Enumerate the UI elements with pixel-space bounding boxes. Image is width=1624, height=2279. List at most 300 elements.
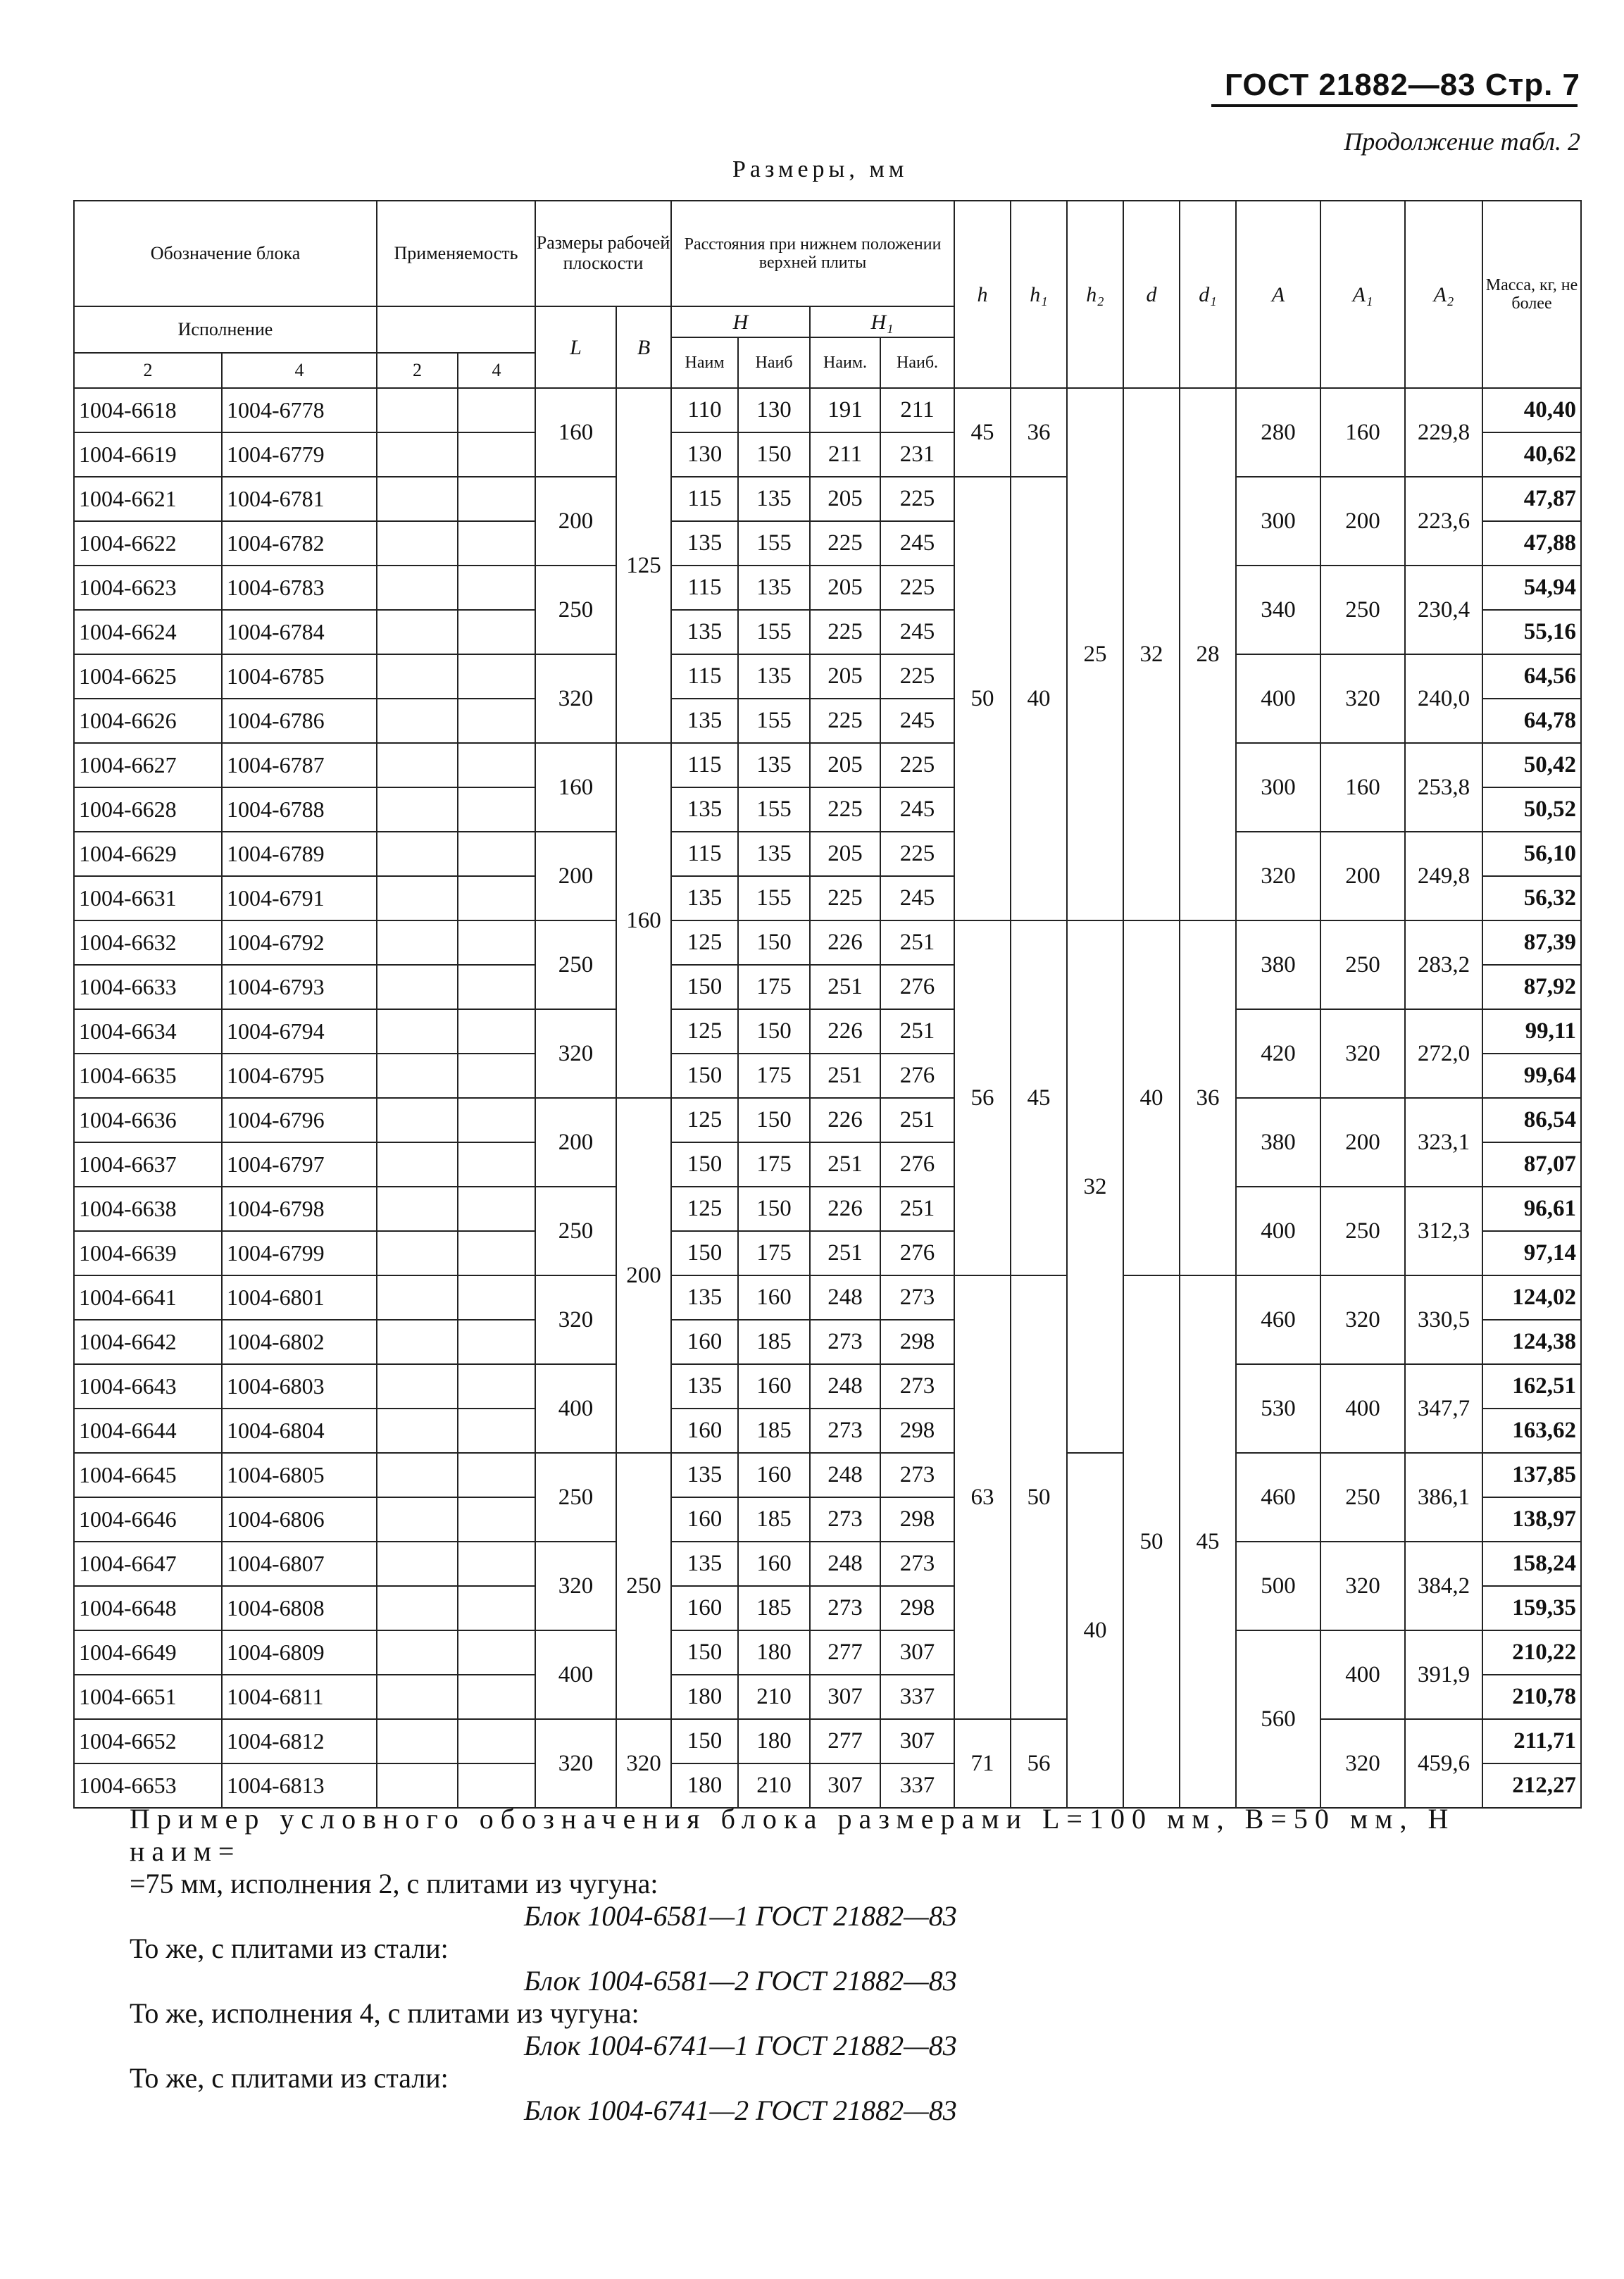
cell-a1: 320 — [1320, 1542, 1405, 1630]
cell-h-min: 135 — [671, 699, 738, 743]
cell-a1: 320 — [1320, 1275, 1405, 1364]
cell-h1-max: 276 — [880, 1231, 954, 1275]
cell-h1: 45 — [1011, 920, 1067, 1275]
cell-h-max: 155 — [738, 521, 810, 566]
cell-a2: 330,5 — [1405, 1275, 1482, 1364]
cell-h-min: 150 — [671, 965, 738, 1009]
cell-ap2 — [377, 610, 458, 654]
cell-ap4 — [458, 1187, 535, 1231]
table-row — [74, 1542, 1581, 1586]
cell-c4: 1004-6813 — [222, 1763, 377, 1808]
cell-a2: 391,9 — [1405, 1630, 1482, 1719]
cell-h1-max: 307 — [880, 1719, 954, 1763]
example-same-exec4: То же, исполнения 4, с плитами из чугуна: — [130, 1997, 639, 2029]
H-min-header: Наим — [671, 337, 738, 388]
cell-h1-max: 273 — [880, 1453, 954, 1497]
cell-h2: 32 — [1067, 920, 1123, 1453]
d-header: d — [1123, 201, 1180, 388]
H1-max-header: Наиб. — [880, 337, 954, 388]
cell-h1-max: 251 — [880, 920, 954, 965]
cell-mass: 54,94 — [1482, 566, 1581, 610]
cell-mass: 64,56 — [1482, 654, 1581, 699]
cell-h1-max: 337 — [880, 1675, 954, 1719]
app-exec2-header: 2 — [377, 353, 458, 388]
cell-c2: 1004-6647 — [74, 1542, 222, 1586]
cell-h1: 40 — [1011, 477, 1067, 920]
cell-c2: 1004-6651 — [74, 1675, 222, 1719]
cell-a1: 250 — [1320, 1453, 1405, 1542]
cell-ap4 — [458, 1453, 535, 1497]
cell-h: 71 — [954, 1719, 1011, 1808]
cell-c4: 1004-6781 — [222, 477, 377, 521]
cell-c2: 1004-6619 — [74, 432, 222, 477]
cell-h1-max: 273 — [880, 1275, 954, 1320]
cell-ap2 — [377, 1497, 458, 1542]
cell-h1-max: 225 — [880, 832, 954, 876]
A2-header: A₂ — [1405, 201, 1482, 388]
example-block — [130, 1803, 1552, 2127]
cell-c4: 1004-6802 — [222, 1320, 377, 1364]
cell-a: 280 — [1236, 388, 1320, 477]
cell-l: 250 — [535, 920, 616, 1009]
cell-a1: 200 — [1320, 477, 1405, 566]
cell-l: 250 — [535, 1453, 616, 1542]
cell-h-max: 155 — [738, 787, 810, 832]
cell-mass: 137,85 — [1482, 1453, 1581, 1497]
cell-mass: 55,16 — [1482, 610, 1581, 654]
cell-d1: 28 — [1180, 388, 1236, 920]
cell-a1: 250 — [1320, 566, 1405, 654]
cell-ap4 — [458, 654, 535, 699]
cell-ap4 — [458, 1142, 535, 1187]
cell-h1: 56 — [1011, 1719, 1067, 1808]
cell-h1-min: 225 — [810, 521, 880, 566]
cell-ap2 — [377, 787, 458, 832]
cell-c4: 1004-6793 — [222, 965, 377, 1009]
cell-c4: 1004-6796 — [222, 1098, 377, 1142]
cell-ap4 — [458, 432, 535, 477]
cell-h-min: 135 — [671, 876, 738, 920]
cell-c4: 1004-6786 — [222, 699, 377, 743]
cell-ap4 — [458, 876, 535, 920]
cell-a1: 160 — [1320, 388, 1405, 477]
cell-ap2 — [377, 1364, 458, 1409]
cell-c2: 1004-6649 — [74, 1630, 222, 1675]
cell-b: 250 — [616, 1453, 671, 1719]
cell-a2: 229,8 — [1405, 388, 1482, 477]
cell-ap4 — [458, 1675, 535, 1719]
cell-h-max: 150 — [738, 1187, 810, 1231]
cell-l: 400 — [535, 1630, 616, 1719]
cell-mass: 124,02 — [1482, 1275, 1581, 1320]
cell-a2: 230,4 — [1405, 566, 1482, 654]
cell-h1-min: 273 — [810, 1586, 880, 1630]
cell-mass: 210,78 — [1482, 1675, 1581, 1719]
cell-h2: 25 — [1067, 388, 1123, 920]
cell-d1: 36 — [1180, 920, 1236, 1275]
L-header: L — [535, 306, 616, 388]
cell-h1-max: 211 — [880, 388, 954, 432]
cell-b: 200 — [616, 1098, 671, 1453]
cell-a: 460 — [1236, 1275, 1320, 1364]
distances-header: Расстояния при нижнем положении верхней плиты — [671, 201, 954, 306]
cell-mass: 210,22 — [1482, 1630, 1581, 1675]
cell-h-min: 125 — [671, 1098, 738, 1142]
cell-h-min: 135 — [671, 1364, 738, 1409]
cell-ap4 — [458, 1409, 535, 1453]
cell-ap4 — [458, 1630, 535, 1675]
cell-h1-max: 298 — [880, 1497, 954, 1542]
cell-h: 63 — [954, 1275, 1011, 1719]
cell-c4: 1004-6783 — [222, 566, 377, 610]
cell-ap2 — [377, 654, 458, 699]
cell-l: 200 — [535, 477, 616, 566]
h1-header: h₁ — [1011, 201, 1067, 388]
table-row — [74, 566, 1581, 610]
cell-ap2 — [377, 1187, 458, 1231]
cell-mass: 50,42 — [1482, 743, 1581, 787]
cell-a1: 400 — [1320, 1630, 1405, 1719]
cell-a2: 283,2 — [1405, 920, 1482, 1009]
cell-a: 380 — [1236, 1098, 1320, 1187]
cell-c4: 1004-6794 — [222, 1009, 377, 1054]
B-header: B — [616, 306, 671, 388]
cell-c4: 1004-6791 — [222, 876, 377, 920]
cell-a1: 200 — [1320, 1098, 1405, 1187]
cell-c2: 1004-6652 — [74, 1719, 222, 1763]
cell-h1-max: 276 — [880, 965, 954, 1009]
cell-c4: 1004-6801 — [222, 1275, 377, 1320]
cell-h1-max: 273 — [880, 1364, 954, 1409]
cell-c4: 1004-6799 — [222, 1231, 377, 1275]
cell-c2: 1004-6643 — [74, 1364, 222, 1409]
cell-h-max: 180 — [738, 1630, 810, 1675]
cell-c2: 1004-6638 — [74, 1187, 222, 1231]
cell-h-min: 180 — [671, 1763, 738, 1808]
cell-c2: 1004-6618 — [74, 388, 222, 432]
cell-l: 160 — [535, 743, 616, 832]
cell-a1: 250 — [1320, 920, 1405, 1009]
cell-h-min: 180 — [671, 1675, 738, 1719]
cell-h1-max: 245 — [880, 787, 954, 832]
H-max-header: Наиб — [738, 337, 810, 388]
cell-ap4 — [458, 388, 535, 432]
cell-c2: 1004-6631 — [74, 876, 222, 920]
cell-ap4 — [458, 1231, 535, 1275]
cell-h-min: 135 — [671, 521, 738, 566]
cell-ap2 — [377, 1275, 458, 1320]
cell-mass: 97,14 — [1482, 1231, 1581, 1275]
cell-mass: 159,35 — [1482, 1586, 1581, 1630]
cell-ap4 — [458, 477, 535, 521]
cell-a2: 253,8 — [1405, 743, 1482, 832]
cell-c2: 1004-6648 — [74, 1586, 222, 1630]
cell-h-min: 150 — [671, 1142, 738, 1187]
cell-h-max: 175 — [738, 965, 810, 1009]
cell-a1: 320 — [1320, 654, 1405, 743]
table-row — [74, 832, 1581, 876]
cell-h1-min: 251 — [810, 1054, 880, 1098]
cell-c2: 1004-6628 — [74, 787, 222, 832]
cell-c2: 1004-6644 — [74, 1409, 222, 1453]
cell-mass: 47,88 — [1482, 521, 1581, 566]
cell-ap4 — [458, 610, 535, 654]
cell-h-max: 155 — [738, 876, 810, 920]
cell-h1-min: 225 — [810, 876, 880, 920]
cell-h-max: 160 — [738, 1453, 810, 1497]
cell-mass: 212,27 — [1482, 1763, 1581, 1808]
cell-c4: 1004-6809 — [222, 1630, 377, 1675]
cell-h: 45 — [954, 388, 1011, 477]
A1-header: A₁ — [1320, 201, 1405, 388]
applicability-exec-header — [377, 306, 535, 353]
cell-c2: 1004-6624 — [74, 610, 222, 654]
cell-h-max: 155 — [738, 699, 810, 743]
cell-c2: 1004-6627 — [74, 743, 222, 787]
cell-mass: 87,39 — [1482, 920, 1581, 965]
cell-h1-min: 307 — [810, 1675, 880, 1719]
cell-h-max: 130 — [738, 388, 810, 432]
h-header: h — [954, 201, 1011, 388]
cell-h-max: 135 — [738, 477, 810, 521]
cell-h1-max: 225 — [880, 566, 954, 610]
cell-a1: 320 — [1320, 1719, 1405, 1808]
cell-ap4 — [458, 699, 535, 743]
cell-ap4 — [458, 920, 535, 965]
cell-ap2 — [377, 1719, 458, 1763]
cell-ap2 — [377, 1542, 458, 1586]
table-row — [74, 1719, 1581, 1763]
cell-ap2 — [377, 1763, 458, 1808]
cell-ap2 — [377, 1098, 458, 1142]
cell-ap4 — [458, 566, 535, 610]
cell-a: 530 — [1236, 1364, 1320, 1453]
cell-h-min: 125 — [671, 1187, 738, 1231]
header-rule — [1211, 104, 1578, 107]
cell-ap4 — [458, 965, 535, 1009]
cell-h-max: 175 — [738, 1142, 810, 1187]
cell-c4: 1004-6803 — [222, 1364, 377, 1409]
cell-h1-min: 248 — [810, 1275, 880, 1320]
cell-c4: 1004-6784 — [222, 610, 377, 654]
cell-ap2 — [377, 1320, 458, 1364]
cell-h1-min: 225 — [810, 787, 880, 832]
cell-c4: 1004-6788 — [222, 787, 377, 832]
cell-a: 500 — [1236, 1542, 1320, 1630]
cell-c2: 1004-6633 — [74, 965, 222, 1009]
exec4-header: 4 — [222, 353, 377, 388]
cell-ap2 — [377, 1630, 458, 1675]
cell-h1-max: 245 — [880, 699, 954, 743]
cell-h1-max: 251 — [880, 1009, 954, 1054]
cell-h-max: 150 — [738, 920, 810, 965]
cell-c2: 1004-6634 — [74, 1009, 222, 1054]
cell-h-min: 135 — [671, 1542, 738, 1586]
cell-c4: 1004-6778 — [222, 388, 377, 432]
cell-h1-max: 251 — [880, 1187, 954, 1231]
cell-a: 400 — [1236, 1187, 1320, 1275]
cell-l: 250 — [535, 1187, 616, 1275]
cell-h1-min: 226 — [810, 1098, 880, 1142]
cell-h1-min: 211 — [810, 432, 880, 477]
cell-c2: 1004-6625 — [74, 654, 222, 699]
cell-c4: 1004-6789 — [222, 832, 377, 876]
cell-h-max: 185 — [738, 1409, 810, 1453]
cell-ap2 — [377, 1009, 458, 1054]
cell-c2: 1004-6632 — [74, 920, 222, 965]
cell-h1-min: 205 — [810, 654, 880, 699]
cell-mass: 211,71 — [1482, 1719, 1581, 1763]
cell-h-min: 160 — [671, 1586, 738, 1630]
cell-h1-min: 251 — [810, 1142, 880, 1187]
cell-a2: 386,1 — [1405, 1453, 1482, 1542]
cell-a1: 400 — [1320, 1364, 1405, 1453]
cell-h-min: 115 — [671, 832, 738, 876]
cell-ap2 — [377, 743, 458, 787]
cell-c2: 1004-6646 — [74, 1497, 222, 1542]
cell-c2: 1004-6639 — [74, 1231, 222, 1275]
cell-h1-max: 225 — [880, 743, 954, 787]
cell-h1-min: 226 — [810, 1009, 880, 1054]
cell-mass: 64,78 — [1482, 699, 1581, 743]
cell-ap2 — [377, 876, 458, 920]
example-line2: =75 мм, исполнения 2, с плитами из чугуна: — [130, 1868, 658, 1899]
cell-mass: 56,32 — [1482, 876, 1581, 920]
cell-mass: 162,51 — [1482, 1364, 1581, 1409]
cell-h1-min: 273 — [810, 1409, 880, 1453]
example-block3: Блок 1004-6741—1 ГОСТ 21882—83 — [524, 2030, 957, 2061]
cell-h-min: 150 — [671, 1630, 738, 1675]
cell-h-max: 160 — [738, 1275, 810, 1320]
cell-a2: 312,3 — [1405, 1187, 1482, 1275]
cell-h1-max: 276 — [880, 1054, 954, 1098]
table-row — [74, 1187, 1581, 1231]
cell-mass: 124,38 — [1482, 1320, 1581, 1364]
cell-h1-min: 307 — [810, 1763, 880, 1808]
cell-h: 50 — [954, 477, 1011, 920]
execution-header: Исполнение — [74, 306, 377, 353]
cell-a: 400 — [1236, 654, 1320, 743]
cell-h1: 36 — [1011, 388, 1067, 477]
cell-l: 320 — [535, 1542, 616, 1630]
table-body — [74, 388, 1581, 1808]
cell-ap2 — [377, 1054, 458, 1098]
cell-h-min: 115 — [671, 477, 738, 521]
H-header: H — [671, 306, 810, 337]
cell-h-max: 150 — [738, 432, 810, 477]
table-row — [74, 1453, 1581, 1497]
cell-a: 340 — [1236, 566, 1320, 654]
example-same-steel2: То же, с плитами из стали: — [130, 2062, 449, 2094]
cell-h1-max: 273 — [880, 1542, 954, 1586]
cell-c4: 1004-6804 — [222, 1409, 377, 1453]
cell-c4: 1004-6806 — [222, 1497, 377, 1542]
cell-h-max: 185 — [738, 1320, 810, 1364]
cell-ap4 — [458, 1542, 535, 1586]
table-row — [74, 743, 1581, 787]
cell-h1-min: 251 — [810, 965, 880, 1009]
cell-l: 200 — [535, 1098, 616, 1187]
cell-ap2 — [377, 1142, 458, 1187]
cell-c4: 1004-6797 — [222, 1142, 377, 1187]
cell-ap2 — [377, 477, 458, 521]
cell-c2: 1004-6645 — [74, 1453, 222, 1497]
cell-h1-min: 251 — [810, 1231, 880, 1275]
cell-h1-max: 225 — [880, 477, 954, 521]
cell-c4: 1004-6795 — [222, 1054, 377, 1098]
cell-a: 460 — [1236, 1453, 1320, 1542]
d1-header: d₁ — [1180, 201, 1236, 388]
cell-h-min: 150 — [671, 1231, 738, 1275]
cell-h1-max: 276 — [880, 1142, 954, 1187]
cell-c2: 1004-6637 — [74, 1142, 222, 1187]
cell-a: 300 — [1236, 743, 1320, 832]
applicability-header: Применяемость — [377, 201, 535, 306]
table-row — [74, 388, 1581, 432]
H1-min-header: Наим. — [810, 337, 880, 388]
cell-c4: 1004-6805 — [222, 1453, 377, 1497]
cell-h-max: 135 — [738, 832, 810, 876]
table-row — [74, 1009, 1581, 1054]
cell-c2: 1004-6626 — [74, 699, 222, 743]
cell-ap4 — [458, 1098, 535, 1142]
cell-h-max: 175 — [738, 1231, 810, 1275]
cell-c4: 1004-6807 — [222, 1542, 377, 1586]
cell-c2: 1004-6621 — [74, 477, 222, 521]
cell-c4: 1004-6811 — [222, 1675, 377, 1719]
cell-ap2 — [377, 521, 458, 566]
cell-h-max: 210 — [738, 1763, 810, 1808]
cell-h-max: 180 — [738, 1719, 810, 1763]
cell-d: 32 — [1123, 388, 1180, 920]
cell-mass: 96,61 — [1482, 1187, 1581, 1231]
cell-l: 320 — [535, 1719, 616, 1808]
cell-mass: 87,07 — [1482, 1142, 1581, 1187]
cell-h1-max: 251 — [880, 1098, 954, 1142]
cell-h-min: 160 — [671, 1497, 738, 1542]
cell-h1-max: 245 — [880, 610, 954, 654]
cell-c4: 1004-6812 — [222, 1719, 377, 1763]
cell-h2: 40 — [1067, 1453, 1123, 1808]
cell-ap4 — [458, 1719, 535, 1763]
cell-a: 560 — [1236, 1630, 1320, 1808]
cell-d1: 45 — [1180, 1275, 1236, 1808]
cell-ap4 — [458, 787, 535, 832]
cell-h: 56 — [954, 920, 1011, 1275]
cell-h1-max: 298 — [880, 1409, 954, 1453]
cell-l: 320 — [535, 654, 616, 743]
cell-h-min: 125 — [671, 1009, 738, 1054]
cell-h1-max: 337 — [880, 1763, 954, 1808]
cell-d: 50 — [1123, 1275, 1180, 1808]
cell-ap4 — [458, 1497, 535, 1542]
cell-h-min: 150 — [671, 1719, 738, 1763]
cell-c2: 1004-6623 — [74, 566, 222, 610]
cell-a: 300 — [1236, 477, 1320, 566]
cell-h-max: 135 — [738, 654, 810, 699]
cell-mass: 47,87 — [1482, 477, 1581, 521]
cell-c2: 1004-6622 — [74, 521, 222, 566]
cell-h1-max: 245 — [880, 521, 954, 566]
app-exec4-header: 4 — [458, 353, 535, 388]
table-row — [74, 1275, 1581, 1320]
cell-mass: 50,52 — [1482, 787, 1581, 832]
cell-h-min: 115 — [671, 743, 738, 787]
table-row — [74, 477, 1581, 521]
cell-h1: 50 — [1011, 1275, 1067, 1719]
cell-c4: 1004-6792 — [222, 920, 377, 965]
cell-h1-min: 277 — [810, 1630, 880, 1675]
